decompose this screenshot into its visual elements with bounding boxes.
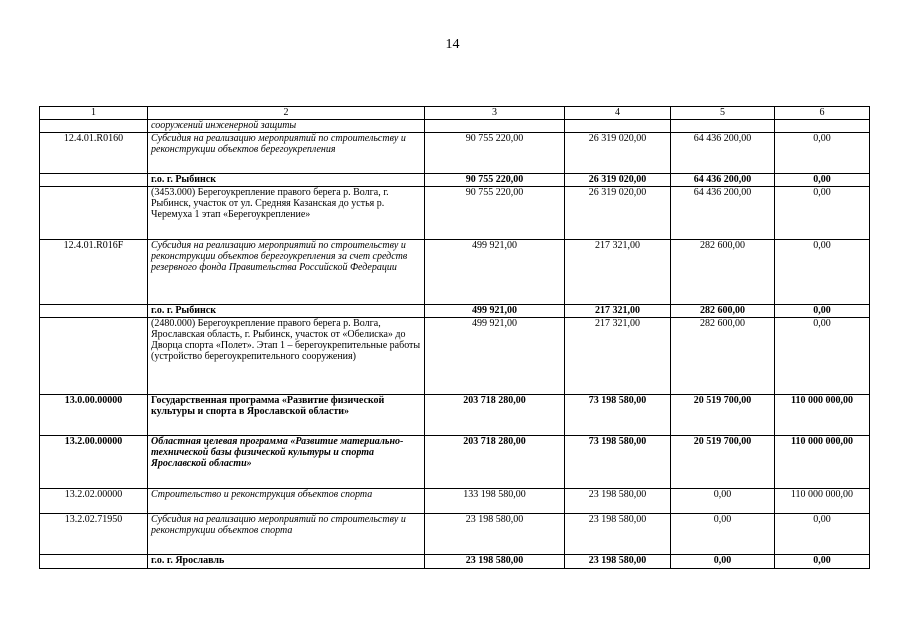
row-code-cell: 13.2.00.00000 (40, 436, 148, 489)
row-code-cell: 13.0.00.00000 (40, 395, 148, 436)
row-name-cell: (2480.000) Берегоукрепление правого берега р. Волга, Ярославская область, г. Рыбинск, участок от «Обелиска» до Дворца спорта «Полет». Этап 1 – берегоукрепительные работы (устройство берегоукрепительного сооружения) (148, 318, 425, 395)
row-amount-col6-cell: 0,00 (775, 240, 870, 305)
row-amount-col5-cell: 0,00 (671, 555, 775, 569)
row-amount-col4-cell: 73 198 580,00 (565, 395, 671, 436)
column-header: 1 (40, 107, 148, 120)
column-header: 5 (671, 107, 775, 120)
column-header: 3 (425, 107, 565, 120)
row-amount-col5-cell: 0,00 (671, 489, 775, 514)
row-amount-col6-cell: 0,00 (775, 514, 870, 555)
row-amount-col6-cell: 0,00 (775, 187, 870, 240)
row-code-cell (40, 174, 148, 187)
row-name-cell: Субсидия на реализацию мероприятий по строительству и реконструкции объектов берегоукрепления за счет средств резервного фонда Правительства Российской Федерации (148, 240, 425, 305)
table-row (40, 318, 870, 395)
row-code-cell: 13.2.02.71950 (40, 514, 148, 555)
row-amount-total-cell: 203 718 280,00 (425, 395, 565, 436)
row-amount-total-cell (425, 120, 565, 133)
row-amount-col4-cell: 217 321,00 (565, 305, 671, 318)
row-amount-col5-cell: 282 600,00 (671, 240, 775, 305)
row-amount-col4-cell: 26 319 020,00 (565, 174, 671, 187)
row-amount-total-cell: 499 921,00 (425, 305, 565, 318)
row-amount-col6-cell: 110 000 000,00 (775, 436, 870, 489)
row-amount-col5-cell: 20 519 700,00 (671, 436, 775, 489)
row-amount-total-cell: 499 921,00 (425, 318, 565, 395)
row-code-cell (40, 555, 148, 569)
table-row (40, 133, 870, 174)
row-code-cell (40, 305, 148, 318)
row-code-cell (40, 318, 148, 395)
row-amount-total-cell: 23 198 580,00 (425, 555, 565, 569)
row-code-cell: 12.4.01.R0160 (40, 133, 148, 174)
page-number: 14 (445, 37, 460, 52)
table-row (40, 436, 870, 489)
row-amount-total-cell: 90 755 220,00 (425, 133, 565, 174)
column-header: 2 (148, 107, 425, 120)
budget-table (39, 106, 870, 569)
row-amount-col5-cell: 64 436 200,00 (671, 187, 775, 240)
row-amount-col6-cell: 0,00 (775, 305, 870, 318)
row-amount-col4-cell: 23 198 580,00 (565, 489, 671, 514)
row-amount-total-cell: 23 198 580,00 (425, 514, 565, 555)
row-amount-col4-cell: 23 198 580,00 (565, 555, 671, 569)
row-amount-total-cell: 499 921,00 (425, 240, 565, 305)
table-row (40, 240, 870, 305)
row-name-cell: Областная целевая программа «Развитие материально-технической базы физической культуры и спорта Ярославской области» (148, 436, 425, 489)
row-amount-col4-cell: 26 319 020,00 (565, 133, 671, 174)
row-amount-col6-cell: 0,00 (775, 555, 870, 569)
table-row (40, 489, 870, 514)
row-amount-col4-cell: 23 198 580,00 (565, 514, 671, 555)
row-amount-col4-cell (565, 120, 671, 133)
row-amount-col5-cell: 0,00 (671, 514, 775, 555)
row-amount-col6-cell: 0,00 (775, 318, 870, 395)
row-amount-col4-cell: 217 321,00 (565, 318, 671, 395)
row-name-cell: сооружений инженерной защиты (148, 120, 425, 133)
row-amount-total-cell: 133 198 580,00 (425, 489, 565, 514)
row-amount-total-cell: 203 718 280,00 (425, 436, 565, 489)
row-amount-col5-cell: 282 600,00 (671, 305, 775, 318)
row-name-cell: г.о. г. Рыбинск (148, 174, 425, 187)
table-row (40, 120, 870, 133)
row-amount-col4-cell: 73 198 580,00 (565, 436, 671, 489)
row-amount-col5-cell: 64 436 200,00 (671, 174, 775, 187)
table-row (40, 514, 870, 555)
row-amount-col5-cell (671, 120, 775, 133)
row-name-cell: Субсидия на реализацию мероприятий по строительству и реконструкции объектов спорта (148, 514, 425, 555)
row-name-cell: г.о. г. Ярославль (148, 555, 425, 569)
row-code-cell: 13.2.02.00000 (40, 489, 148, 514)
row-name-cell: Строительство и реконструкция объектов спорта (148, 489, 425, 514)
row-amount-col4-cell: 217 321,00 (565, 240, 671, 305)
row-amount-col5-cell: 282 600,00 (671, 318, 775, 395)
row-amount-col5-cell: 20 519 700,00 (671, 395, 775, 436)
column-header: 4 (565, 107, 671, 120)
table-row (40, 305, 870, 318)
row-name-cell: Государственная программа «Развитие физической культуры и спорта в Ярославской области» (148, 395, 425, 436)
row-name-cell: Субсидия на реализацию мероприятий по строительству и реконструкции объектов берегоукрепления (148, 133, 425, 174)
row-amount-col6-cell: 110 000 000,00 (775, 395, 870, 436)
column-header: 6 (775, 107, 870, 120)
row-amount-total-cell: 90 755 220,00 (425, 187, 565, 240)
row-code-cell: 12.4.01.R016F (40, 240, 148, 305)
row-amount-col4-cell: 26 319 020,00 (565, 187, 671, 240)
table-header-row (40, 107, 870, 120)
row-amount-col6-cell: 110 000 000,00 (775, 489, 870, 514)
row-amount-col6-cell (775, 120, 870, 133)
row-name-cell: г.о. г. Рыбинск (148, 305, 425, 318)
table-row (40, 174, 870, 187)
row-amount-total-cell: 90 755 220,00 (425, 174, 565, 187)
table-row (40, 187, 870, 240)
table-row (40, 555, 870, 569)
row-amount-col5-cell: 64 436 200,00 (671, 133, 775, 174)
row-amount-col6-cell: 0,00 (775, 133, 870, 174)
row-code-cell (40, 187, 148, 240)
table-row (40, 395, 870, 436)
row-amount-col6-cell: 0,00 (775, 174, 870, 187)
row-code-cell (40, 120, 148, 133)
row-name-cell: (3453.000) Берегоукрепление правого берега р. Волга, г. Рыбинск, участок от ул. Средняя Казанская до устья р. Черемуха 1 этап «Берегоукрепление» (148, 187, 425, 240)
